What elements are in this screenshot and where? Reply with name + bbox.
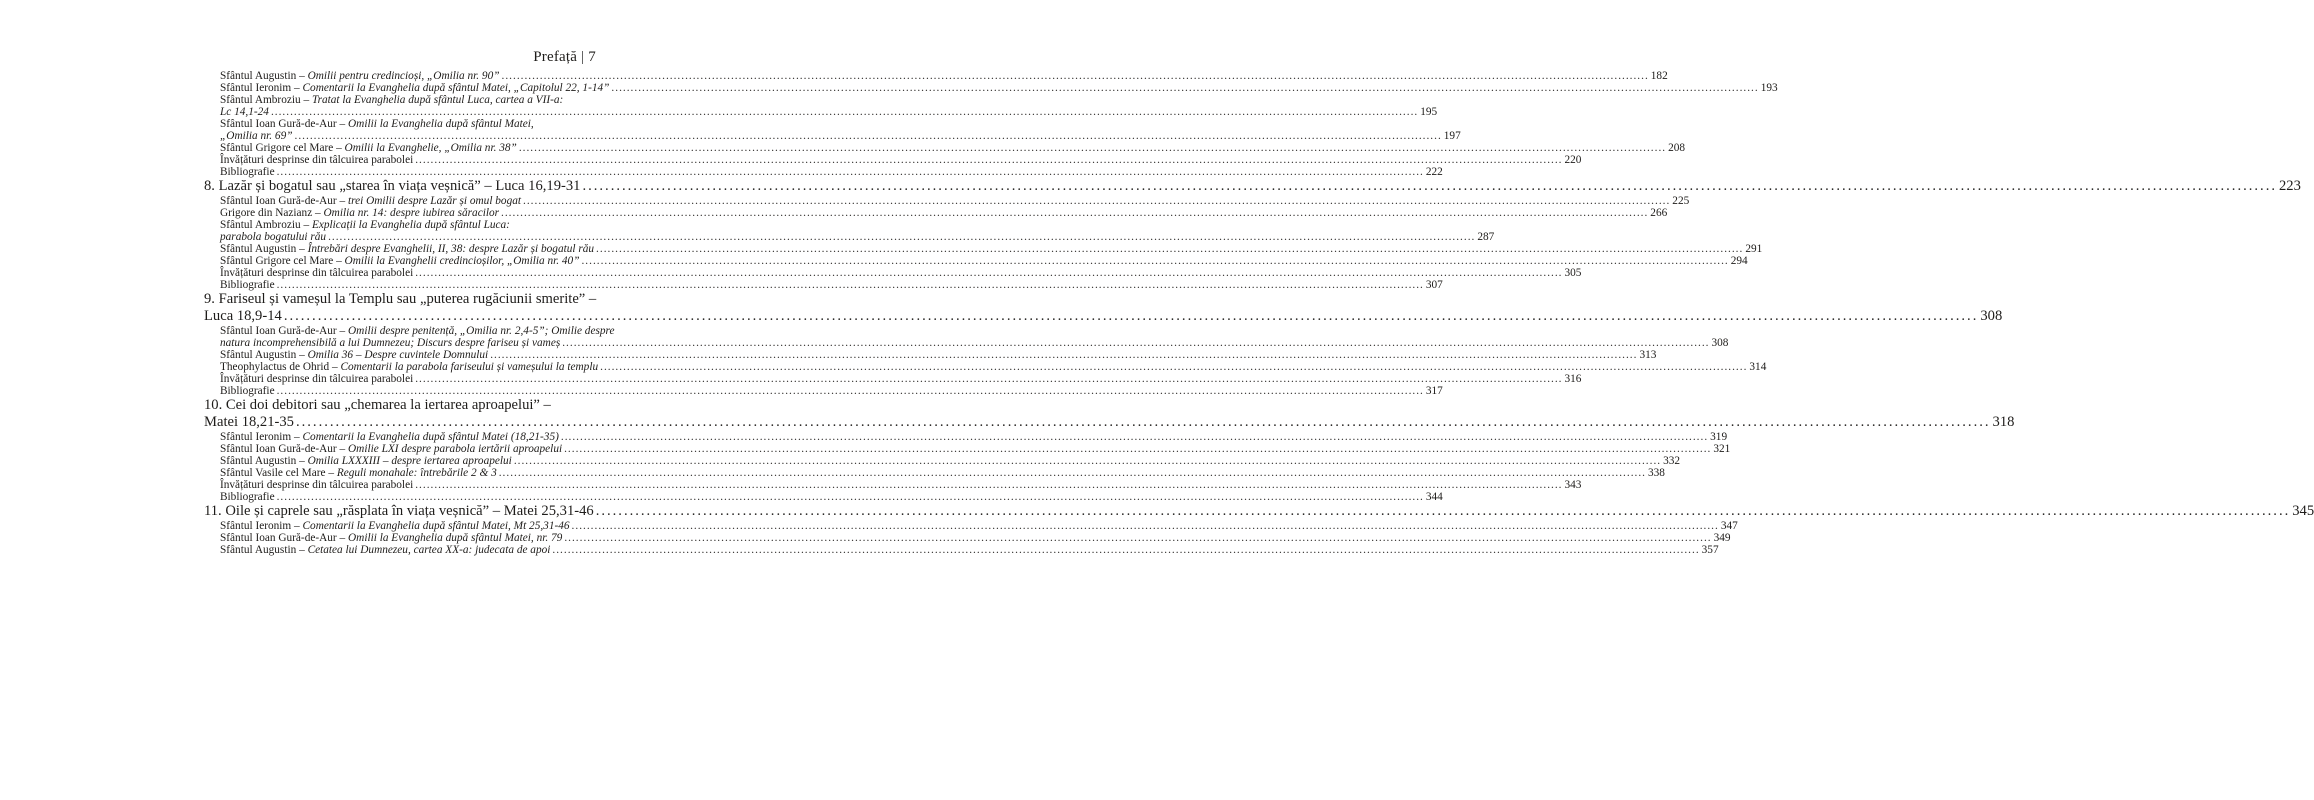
chapter-title: Matei 18,21-35 — [204, 414, 294, 430]
toc-line-first — [204, 291, 597, 308]
toc-entry — [204, 142, 1686, 154]
dot-leader: ............................................................................................................................................................................................................................................................................................................ — [490, 349, 1638, 361]
chapter-row — [204, 178, 2301, 195]
header-separator: | — [581, 49, 585, 65]
page-number: 349 — [1713, 532, 1731, 544]
entry-dash: – — [291, 82, 303, 94]
dot-leader: ............................................................................................................................................................................................................................................................................................................ — [295, 414, 1991, 430]
dot-leader: ............................................................................................................................................................................................................................................................................................................ — [552, 544, 1700, 556]
page-number: 222 — [1425, 166, 1443, 178]
page-number: 308 — [1980, 308, 2003, 324]
entry-author: Grigore din Nazianz — [220, 207, 313, 219]
toc-line — [220, 385, 1443, 397]
toc-line — [220, 443, 1731, 455]
toc-line-text — [220, 479, 413, 491]
toc-line-first — [220, 219, 592, 231]
toc-entry — [204, 385, 1443, 397]
toc-entry — [204, 166, 1443, 178]
entry-dash: – — [296, 243, 308, 255]
toc-line — [204, 308, 2003, 325]
toc-line — [220, 166, 1443, 178]
toc-line-text — [220, 467, 497, 479]
entry-author: Învățături desprinse din tâlcuirea parabolei — [220, 154, 414, 166]
toc-line-first — [220, 325, 615, 337]
toc-line-text — [220, 385, 275, 397]
dot-leader: ............................................................................................................................................................................................................................................................................................................ — [415, 373, 1563, 385]
entry-work: Comentarii la parabola fariseului și vameșului la templu — [340, 361, 599, 373]
entry-dash: – — [336, 195, 348, 207]
toc-entry — [204, 544, 1719, 556]
toc-line — [204, 414, 2015, 431]
entry-author: Bibliografie — [220, 385, 275, 397]
entry-work: Comentarii la Evanghelia după sfântul Matei (18,21-35) — [302, 431, 559, 443]
toc-line-text — [220, 455, 512, 467]
toc-entry — [204, 361, 1767, 373]
dot-leader: ............................................................................................................................................................................................................................................................................................................ — [564, 443, 1712, 455]
entry-work: Cetatea lui Dumnezeu, cartea XX-a: judecata de apoi — [307, 544, 551, 556]
toc-line-text — [220, 142, 517, 154]
entry-author: Sfântul Ioan Gură-de-Aur — [220, 118, 337, 130]
toc-line-text — [220, 279, 275, 291]
entry-work: Comentarii la Evanghelia după sfântul Matei, Mt 25,31-46 — [302, 520, 570, 532]
toc-line-text — [220, 255, 579, 267]
toc-line — [220, 106, 1438, 118]
entry-author: Bibliografie — [220, 166, 275, 178]
entry-dash: – — [300, 94, 312, 106]
entry-work: Omilia 36 – Despre cuvintele Domnului — [307, 349, 489, 361]
page-number: 357 — [1701, 544, 1719, 556]
entry-author: Sfântul Augustin — [220, 544, 297, 556]
toc-line — [204, 178, 2301, 195]
entry-dash: – — [300, 219, 312, 231]
toc-entry — [204, 325, 1729, 349]
toc-entry — [204, 154, 1582, 166]
entry-dash: – — [336, 325, 348, 337]
toc-line-text — [220, 544, 550, 556]
toc-line-text — [220, 349, 488, 361]
toc-line-text — [220, 106, 269, 118]
dot-leader: ............................................................................................................................................................................................................................................................................................................ — [276, 279, 1424, 291]
entry-dash: – — [325, 467, 337, 479]
dot-leader: ............................................................................................................................................................................................................................................................................................................ — [518, 142, 1667, 154]
entry-work: trei Omilii despre Lazăr și omul bogat — [348, 195, 522, 207]
dot-leader: ............................................................................................................................................................................................................................................................................................................ — [562, 337, 1710, 349]
chapter-title: 11. Oile și caprele sau „răsplata în viața veșnică” – Matei 25,31-46 — [204, 503, 594, 519]
entry-dash: – — [333, 255, 345, 267]
page-number: 220 — [1564, 154, 1582, 166]
page-number: 314 — [1749, 361, 1767, 373]
entry-dash: – — [291, 520, 303, 532]
entry-author: Theophylactus de Ohrid — [220, 361, 330, 373]
toc-entry — [204, 431, 1728, 443]
toc-line-text — [220, 195, 521, 207]
toc-entry — [204, 207, 1668, 219]
dot-leader: ............................................................................................................................................................................................................................................................................................................ — [513, 455, 1662, 467]
page-number: 338 — [1648, 467, 1665, 479]
entry-author: Bibliografie — [220, 279, 275, 291]
toc-entry — [204, 373, 1582, 385]
entry-author: Sfântul Augustin — [220, 455, 297, 467]
entry-author: Sfântul Ioan Gură-de-Aur — [220, 195, 337, 207]
page-number: 332 — [1663, 455, 1681, 467]
toc-entry — [204, 349, 1657, 361]
toc-line-text — [220, 166, 275, 178]
entry-dash: – — [312, 207, 324, 219]
dot-leader: ............................................................................................................................................................................................................................................................................................................ — [560, 431, 1709, 443]
toc-line — [220, 142, 1686, 154]
toc-line — [220, 467, 1665, 479]
toc-entry — [204, 455, 1681, 467]
entry-work: Tratat la Evanghelia după sfântul Luca, cartea a VII-a: — [311, 94, 564, 106]
toc-entry — [204, 219, 1495, 243]
dot-leader: ............................................................................................................................................................................................................................................................................................................ — [501, 207, 1649, 219]
toc-line-text — [204, 308, 282, 325]
entry-author: Învățături desprinse din tâlcuirea parabolei — [220, 373, 414, 385]
dot-leader: ............................................................................................................................................................................................................................................................................................................ — [611, 82, 1759, 94]
table-of-contents — [204, 70, 2314, 556]
toc-line — [220, 154, 1582, 166]
toc-line-text — [220, 231, 326, 243]
dot-leader: ............................................................................................................................................................................................................................................................................................................ — [415, 267, 1563, 279]
page-number: 317 — [1425, 385, 1443, 397]
dot-leader: ............................................................................................................................................................................................................................................................................................................ — [523, 195, 1671, 207]
entry-work: Întrebări despre Evanghelii, II, 38: despre Lazăr și bogatul rău — [307, 243, 595, 255]
header-title: Prefață — [533, 49, 578, 65]
toc-line-text — [220, 532, 562, 544]
dot-leader: ............................................................................................................................................................................................................................................................................................................ — [415, 154, 1563, 166]
page-number: 197 — [1443, 130, 1461, 142]
page-number: 287 — [1477, 231, 1495, 243]
toc-line-text — [220, 130, 293, 142]
toc-line — [220, 231, 1495, 243]
dot-leader: ............................................................................................................................................................................................................................................................................................................ — [596, 243, 1744, 255]
toc-line-first — [220, 94, 592, 106]
entry-author: Sfântul Augustin — [220, 349, 297, 361]
entry-dash: – — [296, 544, 308, 556]
entry-work: Reguli monahale: întrebările 2 & 3 — [336, 467, 497, 479]
dot-leader: ............................................................................................................................................................................................................................................................................................................ — [582, 178, 2277, 194]
dot-leader: ............................................................................................................................................................................................................................................................................................................ — [283, 308, 1979, 324]
dot-leader: ............................................................................................................................................................................................................................................................................................................ — [294, 130, 1442, 142]
dot-leader: ............................................................................................................................................................................................................................................................................................................ — [581, 255, 1729, 267]
toc-entry — [204, 255, 1748, 267]
toc-entry — [204, 279, 1443, 291]
dot-leader: ............................................................................................................................................................................................................................................................................................................ — [270, 106, 1419, 118]
toc-entry — [204, 94, 1438, 118]
page-number: 321 — [1713, 443, 1731, 455]
toc-line — [220, 361, 1767, 373]
page-number: 316 — [1564, 373, 1582, 385]
page-number: 308 — [1711, 337, 1729, 349]
entry-work-continued: Lc 14,1-24 — [220, 106, 269, 118]
toc-line — [220, 532, 1731, 544]
toc-entry — [204, 82, 1778, 94]
entry-dash: – — [333, 142, 345, 154]
page-number: 294 — [1730, 255, 1748, 267]
toc-line-text — [220, 207, 499, 219]
toc-line — [220, 349, 1657, 361]
entry-author: Sfântul Ioan Gură-de-Aur — [220, 532, 337, 544]
entry-work-continued: „Omilia nr. 69” — [220, 130, 293, 142]
page-number: 345 — [2292, 503, 2314, 519]
entry-work: Omilia LXXXIII – despre iertarea aproapelui — [307, 455, 512, 467]
toc-entry — [204, 491, 1443, 503]
chapter-title: 9. Fariseul și vameșul la Templu sau „puterea rugăciunii smerite” – — [204, 291, 597, 307]
toc-entry — [204, 532, 1731, 544]
page-number: 195 — [1420, 106, 1438, 118]
chapter-row — [204, 291, 2003, 325]
toc-line — [220, 455, 1681, 467]
entry-author: Sfântul Grigore cel Mare — [220, 255, 334, 267]
running-header — [533, 49, 596, 66]
toc-line-text — [204, 178, 580, 195]
page-number: 344 — [1425, 491, 1443, 503]
chapter-row — [204, 503, 2314, 520]
dot-leader: ............................................................................................................................................................................................................................................................................................................ — [276, 166, 1424, 178]
toc-line — [220, 279, 1443, 291]
entry-work-continued: natura incomprehensibilă a lui Dumnezeu; Discurs despre fariseu și vameș — [220, 337, 561, 349]
page-number: 193 — [1760, 82, 1778, 94]
toc-line-text — [220, 491, 275, 503]
header-page-number: 7 — [588, 49, 596, 65]
entry-author: Învățături desprinse din tâlcuirea parabolei — [220, 267, 414, 279]
entry-dash: – — [336, 118, 348, 130]
page-number: 225 — [1672, 195, 1690, 207]
entry-work: Omilii despre penitență, „Omilia nr. 2,4-5”; Omilie despre — [348, 325, 615, 337]
toc-line — [220, 491, 1443, 503]
dot-leader: ............................................................................................................................................................................................................................................................................................................ — [600, 361, 1748, 373]
toc-line-text — [220, 361, 598, 373]
toc-line-text — [204, 503, 594, 520]
toc-line — [220, 195, 1690, 207]
toc-entry — [204, 479, 1582, 491]
entry-author: Sfântul Augustin — [220, 243, 297, 255]
entry-work: Omilii pentru credincioși, „Omilia nr. 90” — [307, 70, 500, 82]
dot-leader: ............................................................................................................................................................................................................................................................................................................ — [276, 385, 1424, 397]
toc-line-text — [220, 443, 562, 455]
entry-author: Sfântul Ieronim — [220, 82, 292, 94]
entry-dash: – — [296, 455, 308, 467]
toc-line-text — [204, 414, 294, 431]
toc-entry — [204, 243, 1763, 255]
dot-leader: ............................................................................................................................................................................................................................................................................................................ — [498, 467, 1646, 479]
dot-leader: ............................................................................................................................................................................................................................................................................................................ — [595, 503, 2291, 519]
dot-leader: ............................................................................................................................................................................................................................................................................................................ — [501, 70, 1649, 82]
toc-line-text — [220, 431, 559, 443]
page-number: 307 — [1425, 279, 1443, 291]
toc-entry — [204, 70, 1668, 82]
page-number: 305 — [1564, 267, 1582, 279]
entry-work: Omilia nr. 14: despre iubirea săracilor — [323, 207, 500, 219]
entry-author: Sfântul Ioan Gură-de-Aur — [220, 325, 337, 337]
entry-author: Sfântul Ieronim — [220, 520, 292, 532]
dot-leader: ............................................................................................................................................................................................................................................................................................................ — [571, 520, 1719, 532]
chapter-title: Luca 18,9-14 — [204, 308, 282, 324]
toc-line — [220, 544, 1719, 556]
toc-line — [220, 373, 1582, 385]
page-number: 319 — [1710, 431, 1728, 443]
entry-dash: – — [329, 361, 341, 373]
toc-line — [220, 70, 1668, 82]
toc-line-text — [220, 154, 413, 166]
toc-entry — [204, 520, 1738, 532]
entry-author: Bibliografie — [220, 491, 275, 503]
toc-line-text — [220, 373, 413, 385]
entry-work: Comentarii la Evanghelia după sfântul Matei, „Capitolul 22, 1-14” — [302, 82, 610, 94]
entry-work: Omilii la Evanghelii credincioșilor, „Omilia nr. 40” — [344, 255, 580, 267]
entry-author: Sfântul Ambroziu — [220, 219, 301, 231]
toc-line — [220, 267, 1582, 279]
toc-line — [220, 479, 1582, 491]
page-number: 318 — [1992, 414, 2015, 430]
chapter-title: 10. Cei doi debitori sau „chemarea la iertarea aproapelui” – — [204, 397, 551, 413]
toc-entry — [204, 443, 1731, 455]
entry-author: Învățături desprinse din tâlcuirea parabolei — [220, 479, 414, 491]
toc-line-text — [220, 70, 500, 82]
entry-author: Sfântul Grigore cel Mare — [220, 142, 334, 154]
entry-work: Omilie LXI despre parabola iertării aproapelui — [348, 443, 563, 455]
toc-entry — [204, 195, 1690, 207]
toc-line — [220, 207, 1668, 219]
toc-entry — [204, 267, 1582, 279]
toc-line-first — [204, 397, 592, 414]
entry-dash: – — [296, 70, 308, 82]
page-number: 266 — [1650, 207, 1668, 219]
entry-dash: – — [296, 349, 308, 361]
toc-line — [220, 520, 1738, 532]
toc-line — [220, 255, 1748, 267]
dot-leader: ............................................................................................................................................................................................................................................................................................................ — [415, 479, 1563, 491]
entry-work: Omilii la Evanghelie, „Omilia nr. 38” — [344, 142, 517, 154]
toc-line — [220, 82, 1778, 94]
toc-line — [220, 243, 1763, 255]
toc-line-text — [220, 520, 570, 532]
toc-line-text — [220, 82, 609, 94]
page-number: 291 — [1745, 243, 1763, 255]
toc-line-text — [220, 267, 413, 279]
dot-leader: ............................................................................................................................................................................................................................................................................................................ — [328, 231, 1476, 243]
toc-line-text — [220, 337, 560, 349]
page-number: 347 — [1720, 520, 1738, 532]
chapter-title: 8. Lazăr și bogatul sau „starea în viața veșnică” – Luca 16,19-31 — [204, 178, 581, 194]
chapter-row — [204, 397, 2015, 431]
toc-entry — [204, 118, 1461, 142]
entry-work-continued: parabola bogatului rău — [220, 231, 327, 243]
toc-line — [220, 431, 1728, 443]
entry-work: Omilii la Evanghelia după sfântul Matei, — [348, 118, 534, 130]
page-number: 182 — [1650, 70, 1668, 82]
toc-line-text — [220, 243, 594, 255]
page-number: 223 — [2278, 178, 2301, 194]
page-number: 343 — [1564, 479, 1582, 491]
entry-author: Sfântul Ioan Gură-de-Aur — [220, 443, 337, 455]
entry-work: Explicații la Evanghelia după sfântul Luca: — [311, 219, 510, 231]
entry-author: Sfântul Augustin — [220, 70, 297, 82]
toc-line — [220, 337, 1729, 349]
entry-dash: – — [291, 431, 303, 443]
toc-entry — [204, 467, 1665, 479]
entry-author: Sfântul Ieronim — [220, 431, 292, 443]
dot-leader: ............................................................................................................................................................................................................................................................................................................ — [276, 491, 1424, 503]
entry-author: Sfântul Vasile cel Mare — [220, 467, 326, 479]
toc-line-first — [220, 118, 592, 130]
page-number: 208 — [1668, 142, 1686, 154]
entry-work: Omilii la Evanghelia după sfântul Matei, nr. 79 — [348, 532, 563, 544]
dot-leader: ............................................................................................................................................................................................................................................................................................................ — [564, 532, 1712, 544]
entry-dash: – — [336, 532, 348, 544]
toc-line — [220, 130, 1461, 142]
toc-line — [204, 503, 2314, 520]
page-number: 313 — [1639, 349, 1657, 361]
entry-author: Sfântul Ambroziu — [220, 94, 301, 106]
entry-dash: – — [336, 443, 348, 455]
